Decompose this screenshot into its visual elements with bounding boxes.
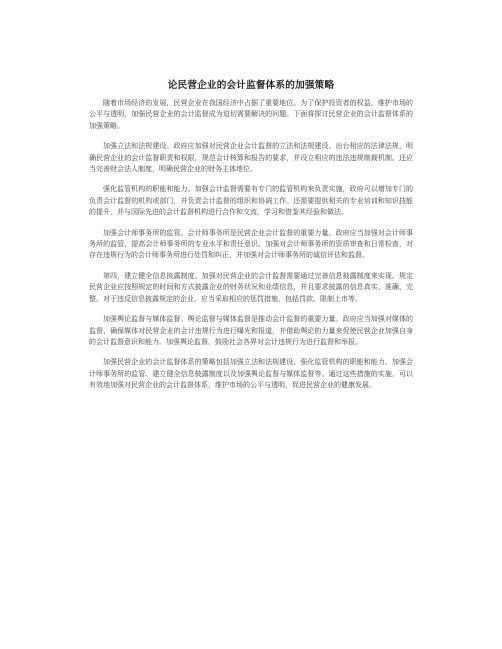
document-title: 论民营企业的会计监督体系的加强策略 (167, 80, 335, 91)
paragraph-conclusion: 加强民营企业的会计监督体系的策略包括加强立法和法规建设、强化监管机构的职能和能力、加强会计师事务所的监管、建立健全信息披露制度以及加强舆论监督与媒体监督等。通过这些措施的实施，可以有效地加强对民营企业的会计监督体系，维护市场的公平与透明，促进民营企业的健康发展。 (89, 358, 413, 390)
paragraph-intro: 随着市场经济的发展，民营企业在我国经济中占据了重要地位。为了保护投资者的权益，维护市场的公平与透明，加强民营企业的会计监督成为迫切需要解决的问题。下面将探讨民营企业的会计监督体系的加强策略。 (89, 99, 413, 130)
paragraph-media-supervision: 加强舆论监督与媒体监督。舆论监督与媒体监督是推动会计监督的重要力量。政府应当加强对媒体的监督，确保媒体对民营企业的会计违规行为进行曝光和报道，并借助舆论的力量来促使民营企业加强自身的会计监督意识和能力。加强舆论监督，鼓励社会各界对会计违规行为进行监督和举报。 (89, 315, 413, 346)
paragraph-disclosure: 第四，建立健全信息披露制度。加强对民营企业的会计监督需要通过完善信息披露制度来实现。规定民营企业应按照规定的时间和方式披露企业的财务状况和业绩信息，并且要求披露的信息真实、准确、完整。对于违反信息披露规定的企业，应当采取相应的惩罚措施，包括罚款、限制上市等。 (89, 271, 413, 303)
paragraph-accounting-firms: 加强会计师事务所的监管。会计师事务所是民营企业会计监督的重要力量。政府应当加强对会计师事务所的监管，提高会计师事务所的专业水平和责任意识。加强对会计师事务所的资质审查和日常检查，对存在违规行为的会计师事务所进行处罚和纠正，并加强对会计师事务所的诚信评估和监督。 (89, 228, 413, 260)
paragraph-legislation: 加强立法和法规建设。政府应加强对民营企业会计监督的立法和法规建设。出台相应的法律法规，明确民营企业的会计监督职责和权限，规范会计核算和报告的要求，并设立相应的违法违规制裁机制。还应当完善财会法人制度，明确民营企业的财务主体地位。 (89, 142, 413, 174)
document-body (89, 98, 413, 401)
paragraph-regulators: 强化监管机构的职能和能力。加强会计监督需要有专门的监管机构来负责实施，政府可以增加专门的负责会计监督的机构或部门，并负责会计监督的组织和协调工作。还需要提供相关的专业培训和知识技能的提升，并与国际先进的会计监督机构进行合作和交流，学习和借鉴其经验和做法。 (89, 185, 413, 217)
